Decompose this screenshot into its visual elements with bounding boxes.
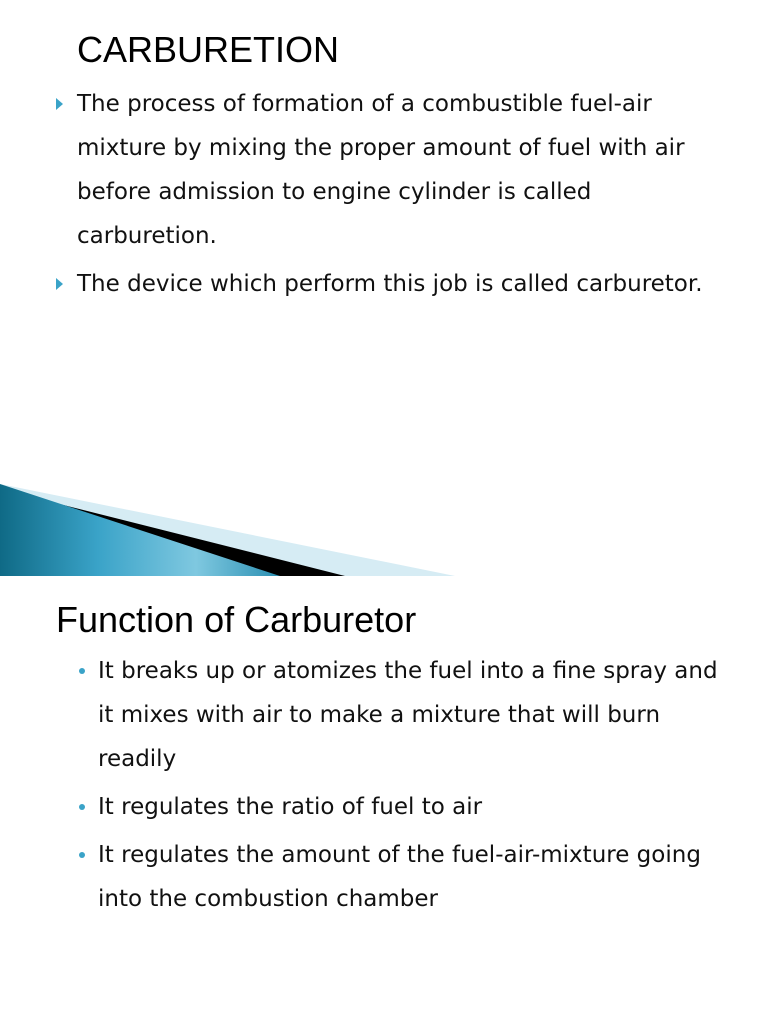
dot-icon xyxy=(79,804,85,810)
bullet-text: The device which perform this job is called carburetor. xyxy=(77,271,703,297)
slide-function-of-carburetor xyxy=(0,576,768,1024)
dot-icon xyxy=(79,852,85,858)
triangle-arrow-icon xyxy=(56,278,63,290)
bullet-text: The process of formation of a combustible fuel-air mixture by mixing the proper amount of fuel with air before admission to engine cylinder is called carburetion. xyxy=(77,91,685,249)
dot-icon xyxy=(79,668,85,674)
bullet-text: It regulates the amount of the fuel-air-mixture going into the combustion chamber xyxy=(98,842,701,912)
bullet-item xyxy=(76,833,736,921)
slide-title: Function of Carburetor xyxy=(56,599,417,640)
bullet-list xyxy=(76,649,736,925)
bullet-item xyxy=(52,262,732,306)
decorative-swoosh xyxy=(0,484,768,576)
slide-title: CARBURETION xyxy=(77,29,340,70)
triangle-arrow-icon xyxy=(56,98,63,110)
bullet-item xyxy=(52,82,732,258)
bullet-list xyxy=(52,82,732,310)
bullet-text: It breaks up or atomizes the fuel into a fine spray and it mixes with air to make a mixture that will burn readily xyxy=(98,658,718,772)
bullet-item xyxy=(76,649,736,781)
bullet-item xyxy=(76,785,736,829)
bullet-text: It regulates the ratio of fuel to air xyxy=(98,794,483,820)
